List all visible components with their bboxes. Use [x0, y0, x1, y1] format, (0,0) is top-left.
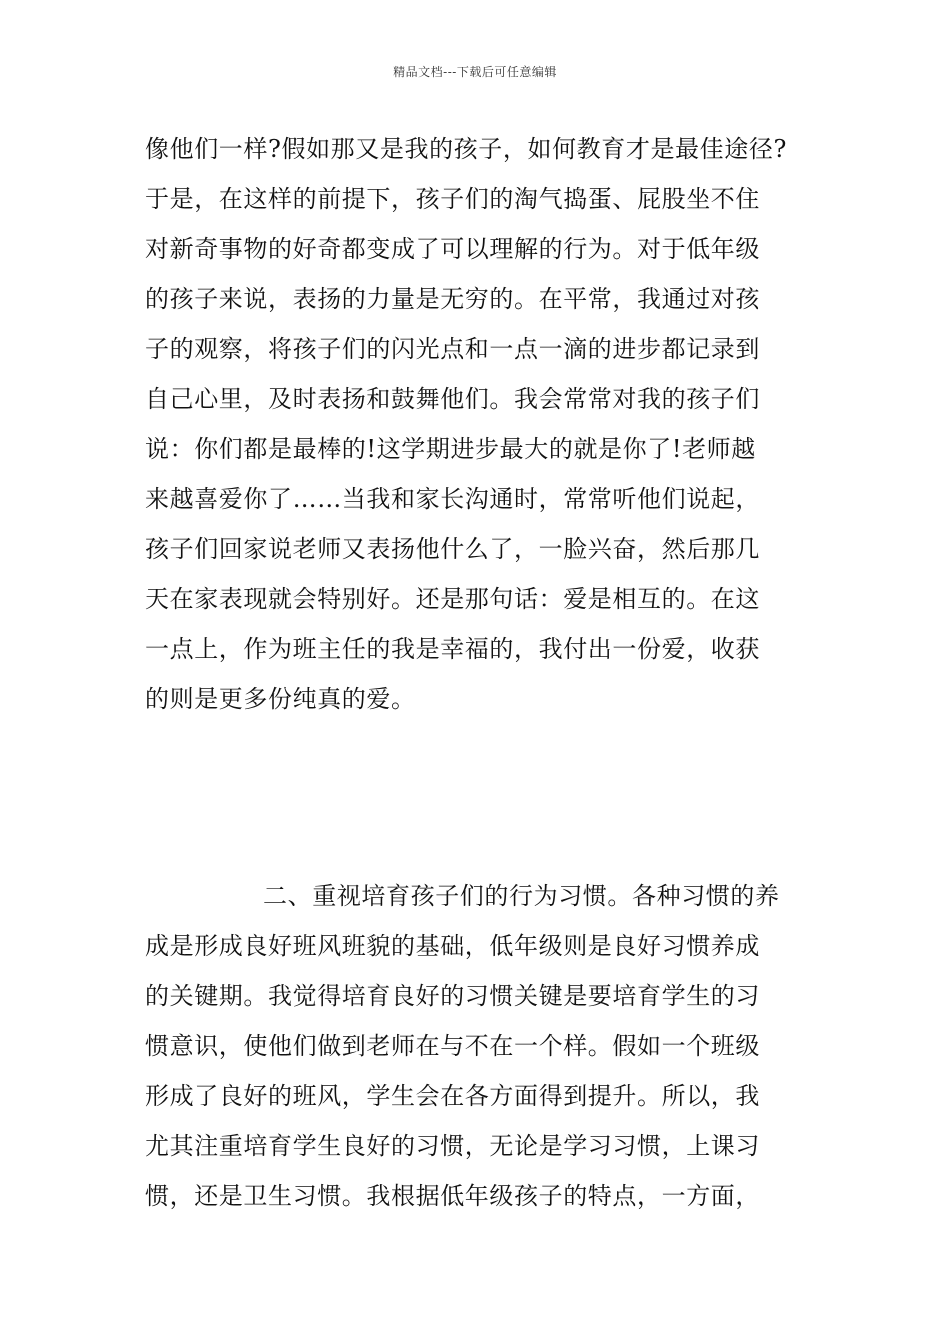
text-line: 惯，还是卫生习惯。我根据低年级孩子的特点，一方面， — [145, 1182, 760, 1210]
text-line: 的则是更多份纯真的爱。 — [145, 685, 416, 713]
text-line: 对新奇事物的好奇都变成了可以理解的行为。对于低年级 — [145, 235, 760, 263]
text-line: 形成了良好的班风，学生会在各方面得到提升。所以，我 — [145, 1082, 760, 1110]
text-line: 天在家表现就会特别好。还是那句话：爱是相互的。在这 — [145, 585, 760, 613]
paragraph-2 — [145, 871, 825, 1221]
text-line: 成是形成良好班风班貌的基础，低年级则是良好习惯养成 — [145, 932, 760, 960]
text-line: 惯意识，使他们做到老师在与不在一个样。假如一个班级 — [145, 1032, 760, 1060]
text-line: 尤其注重培育学生良好的习惯，无论是学习习惯，上课习 — [145, 1132, 760, 1160]
paragraph-1 — [145, 124, 825, 724]
text-line: 自己心里，及时表扬和鼓舞他们。我会常常对我的孩子们 — [145, 385, 760, 413]
text-line: 于是，在这样的前提下，孩子们的淘气捣蛋、屁股坐不住 — [145, 185, 760, 213]
text-line: 像他们一样?假如那又是我的孩子，如何教育才是最佳途径? — [145, 135, 787, 163]
text-line: 子的观察，将孩子们的闪光点和一点一滴的进步都记录到 — [145, 335, 760, 363]
text-line: 说：你们都是最棒的!这学期进步最大的就是你了!老师越 — [145, 435, 756, 463]
text-line: 来越喜爱你了……当我和家长沟通时，常常听他们说起， — [145, 485, 760, 513]
text-line: 孩子们回家说老师又表扬他什么了，一脸兴奋，然后那几 — [145, 535, 760, 563]
text-line: 二、重视培育孩子们的行为习惯。各种习惯的养 — [263, 882, 780, 910]
text-line: 的孩子来说，表扬的力量是无穷的。在平常，我通过对孩 — [145, 285, 760, 313]
text-line: 的关键期。我觉得培育良好的习惯关键是要培育学生的习 — [145, 982, 760, 1010]
text-line: 一点上，作为班主任的我是幸福的，我付出一份爱，收获 — [145, 635, 760, 663]
page-header: 精品文档---下载后可任意编辑 — [393, 65, 557, 79]
